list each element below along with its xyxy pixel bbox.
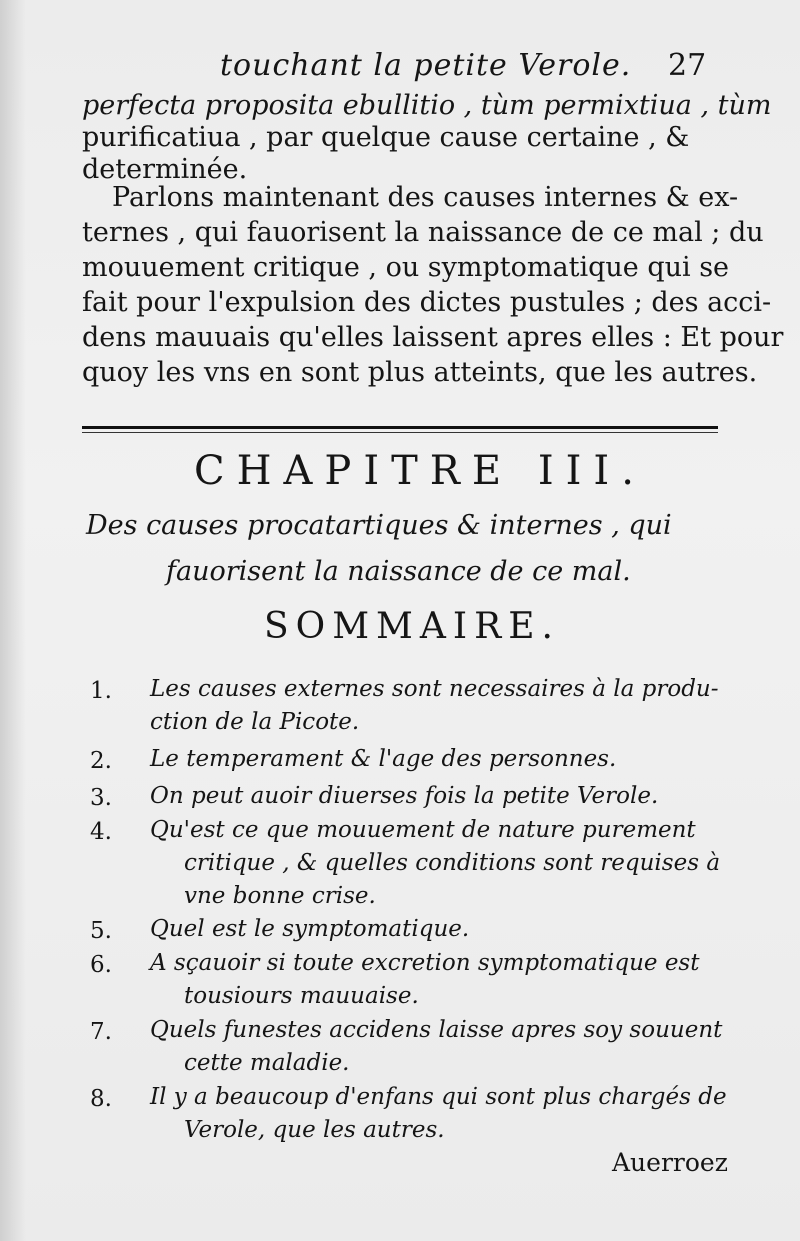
page-number: 27 [668, 48, 707, 83]
paragraph-1-line: determinée. [82, 154, 248, 185]
summary-list [0, 676, 800, 1156]
chapter-subtitle-line: Des causes procatartiques & internes , qui [86, 510, 672, 541]
paragraph-2-line: dens mauuais qu'elles laissent apres elles : Et pour [82, 322, 784, 353]
paragraph-2-line: quoy les vns en sont plus atteints, que les autres. [82, 357, 758, 388]
summary-item-number: 3. [90, 785, 112, 811]
summary-heading: SOMMAIRE. [264, 606, 560, 647]
catchword-text: Auerroez [612, 1148, 728, 1177]
summary-item-text: Quels funestes accidens laisse apres soy souuent [150, 1017, 723, 1043]
summary-item-number: 5. [90, 918, 112, 944]
summary-item-text: tousiours mauuaise. [184, 983, 419, 1009]
summary-item-text: A sçauoir si toute excretion symptomatique est [150, 950, 700, 976]
summary-item-number: 4. [90, 819, 112, 845]
summary-item-text: Les causes externes sont necessaires à la produ- [150, 676, 719, 702]
summary-item-number: 8. [90, 1086, 112, 1112]
summary-item-number: 2. [90, 748, 112, 774]
summary-item-text: ction de la Picote. [150, 709, 360, 735]
summary-item-text: Le temperament & l'age des personnes. [150, 746, 617, 772]
summary-item-text: cette maladie. [184, 1050, 350, 1076]
summary-item-number: 6. [90, 952, 112, 978]
summary-item-text: Qu'est ce que mouuement de nature purement [150, 817, 696, 843]
chapter-title: CHAPITRE III. [194, 448, 646, 494]
summary-item-text: vne bonne crise. [184, 883, 376, 909]
paragraph-2-line: ternes , qui fauorisent la naissance de ce mal ; du [82, 217, 764, 248]
summary-item-text: critique , & quelles conditions sont requises à [184, 850, 721, 876]
summary-item-number: 1. [90, 678, 112, 704]
running-title: touchant la petite Verole. [220, 48, 632, 83]
paragraph-2-line: fait pour l'expulsion des dictes pustules ; des acci- [82, 287, 772, 318]
summary-item-text: On peut auoir diuerses fois la petite Verole. [150, 783, 659, 809]
section-divider [0, 420, 800, 440]
paragraph-1-line: purificatiua , par quelque cause certaine , & [82, 122, 690, 153]
paragraph-2-line: mouuement critique , ou symptomatique qui se [82, 252, 730, 283]
summary-item-text: Verole, que les autres. [184, 1117, 445, 1143]
summary-item-number: 7. [90, 1019, 112, 1045]
running-head [0, 46, 800, 90]
paragraph-1-line: perfecta proposita ebullitio , tùm permixtiua , tùm [82, 90, 772, 121]
summary-item-text: Quel est le symptomatique. [150, 916, 470, 942]
paragraph-2-line: Parlons maintenant des causes internes & ex- [112, 182, 739, 213]
divider-rule [82, 426, 718, 433]
chapter-subtitle-line: fauorisent la naissance de ce mal. [166, 556, 631, 587]
catchword [0, 1148, 800, 1184]
summary-item-text: Il y a beaucoup d'enfans qui sont plus chargés de [150, 1084, 727, 1110]
